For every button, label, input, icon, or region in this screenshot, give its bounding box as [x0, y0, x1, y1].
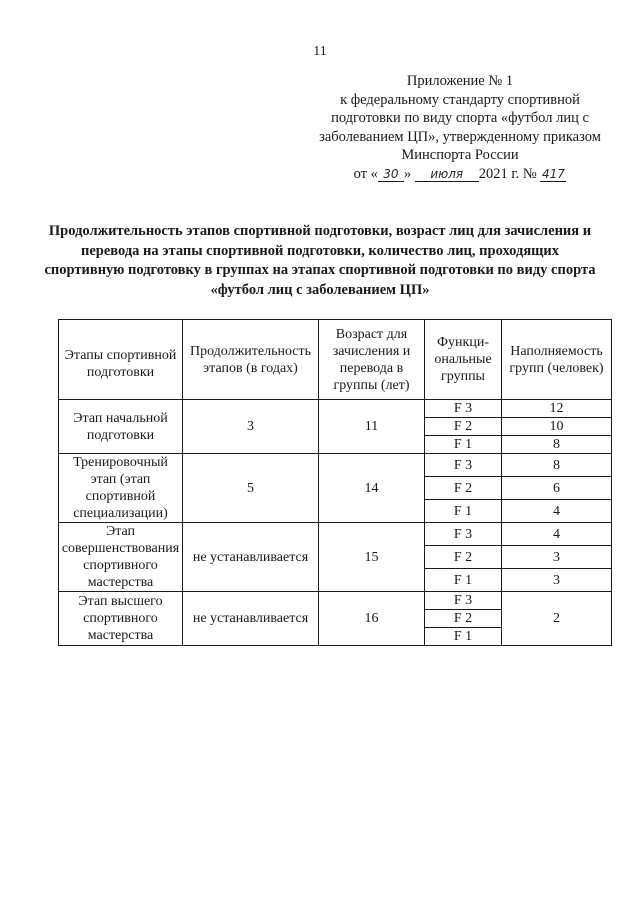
document-title: Продолжительность этапов спортивной подготовки, возраст лиц для зачисления и перевода на этапы спортивной подготовки, количество лиц, проходящих спортивную подготовку в группах на этапах спортивной подготовки по виду спорта «футбол лиц с заболеванием ЦП»: [44, 223, 596, 298]
appendix-header: [300, 72, 620, 183]
header-age: Возраст для зачисления и перевода в группы (лет): [319, 320, 425, 400]
duration-cell: 5: [183, 454, 319, 523]
date-month: июля: [415, 167, 479, 182]
group-cell: F 1: [425, 436, 502, 454]
date-day: 30: [378, 167, 404, 182]
capacity-cell: 8: [502, 454, 612, 477]
order-date-line: [300, 165, 620, 184]
capacity-cell: 3: [502, 569, 612, 592]
group-cell: F 3: [425, 454, 502, 477]
age-cell: 11: [319, 400, 425, 454]
table-row: [59, 400, 612, 418]
date-prefix: от «: [353, 165, 378, 182]
header-duration: Продолжительность этапов (в годах): [183, 320, 319, 400]
capacity-cell: 10: [502, 418, 612, 436]
age-cell: 15: [319, 523, 425, 592]
capacity-cell: 8: [502, 436, 612, 454]
table-header-row: [59, 320, 612, 400]
duration-cell: не устанавливается: [183, 523, 319, 592]
table-row: [59, 523, 612, 546]
group-cell: F 2: [425, 418, 502, 436]
stage-cell: Тренировочный этап (этап спортивной специализации): [59, 454, 183, 523]
header-capacity: Наполняемость групп (человек): [502, 320, 612, 400]
group-cell: F 3: [425, 523, 502, 546]
capacity-cell: 4: [502, 500, 612, 523]
group-cell: F 3: [425, 592, 502, 610]
group-cell: F 1: [425, 500, 502, 523]
appendix-line: к федеральному стандарту спортивной: [340, 91, 580, 108]
page-number: 11: [313, 44, 327, 59]
duration-cell: не устанавливается: [183, 592, 319, 646]
appendix-line: заболеванием ЦП», утвержденному приказом: [319, 128, 601, 145]
group-cell: F 1: [425, 628, 502, 646]
stage-cell: Этап высшего спортивного мастерства: [59, 592, 183, 646]
group-cell: F 1: [425, 569, 502, 592]
header-stage: Этапы спортивной подготовки: [59, 320, 183, 400]
age-cell: 14: [319, 454, 425, 523]
date-mid: »: [403, 165, 412, 182]
capacity-cell: 12: [502, 400, 612, 418]
group-cell: F 2: [425, 610, 502, 628]
capacity-cell: 4: [502, 523, 612, 546]
stages-table: [58, 319, 612, 646]
stage-cell: Этап начальной подготовки: [59, 400, 183, 454]
table-row: [59, 454, 612, 477]
duration-cell: 3: [183, 400, 319, 454]
group-cell: F 2: [425, 546, 502, 569]
order-number: 417: [541, 166, 565, 181]
header-groups: Функци-ональные группы: [425, 320, 502, 400]
appendix-line: Приложение № 1: [406, 73, 514, 89]
group-cell: F 3: [425, 400, 502, 418]
capacity-cell: 2: [502, 592, 612, 646]
capacity-cell: 6: [502, 477, 612, 500]
appendix-line: Минспорта России: [401, 147, 519, 163]
capacity-cell: 3: [502, 546, 612, 569]
age-cell: 16: [319, 592, 425, 646]
appendix-line: подготовки по виду спорта «футбол лиц с: [331, 110, 589, 126]
stage-cell: Этап совершенствования спортивного мастерства: [59, 523, 183, 592]
group-cell: F 2: [425, 477, 502, 500]
date-year: 2021 г. №: [478, 165, 537, 182]
table-row: [59, 592, 612, 610]
